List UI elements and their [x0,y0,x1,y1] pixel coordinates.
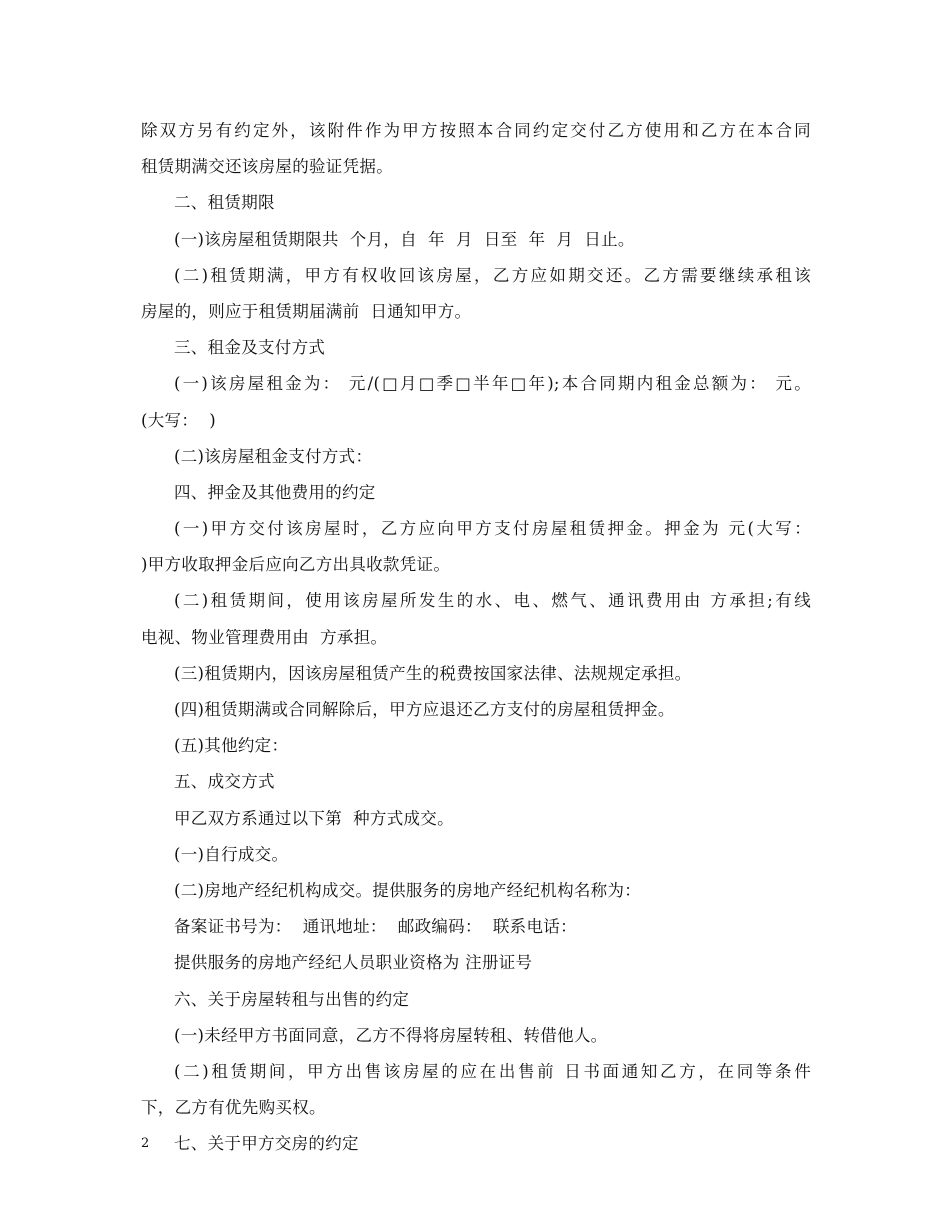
text-line: (五)其他约定： [174,736,289,756]
text-line: 甲乙双方系通过以下第 种方式成交。 [174,808,454,828]
text-line: 电视、物业管理费用由 方承担。 [141,627,388,647]
text-line: (四)租赁期满或合同解除后，甲方应退还乙方支付的房屋租赁押金。 [174,700,675,719]
text-line: (二)租赁期间，使用该房屋所发生的水、电、燃气、通讯费用由 方承担;有线 [174,591,811,611]
document-body [141,113,811,1162]
text-line: (一)未经甲方书面同意，乙方不得将房屋转租、转借他人。 [174,1025,608,1045]
page-number: 2 [141,1136,150,1151]
text-line: 租赁期满交还该房屋的验证凭据。 [141,157,393,177]
section-heading: 三、租金及支付方式 [174,338,326,358]
section-heading: 二、租赁期限 [174,193,275,213]
text-line: (二)该房屋租金支付方式： [174,446,373,466]
text-line: (大写： ) [141,410,216,430]
text-line: )甲方收取押金后应向乙方出具收款凭证。 [141,555,451,575]
text-line: 提供服务的房地产经纪人员职业资格为 注册证号 [174,953,533,973]
text-line: (一)自行成交。 [174,844,289,864]
text-line: 除双方另有约定外，该附件作为甲方按照本合同约定交付乙方使用和乙方在本合同 [141,121,811,140]
text-line: 房屋的，则应于租赁期届满前 日通知甲方。 [141,301,472,321]
section-heading: 六、关于房屋转租与出售的约定 [174,989,410,1009]
text-line: (一)甲方交付该房屋时，乙方应向甲方支付房屋租赁押金。押金为 元(大写： [174,519,811,539]
text-line: (一)该房屋租金为： 元/(□月□季□半年□年);本合同期内租金总额为： 元。 [174,374,811,394]
text-line: 下，乙方有优先购买权。 [141,1098,326,1118]
section-heading: 四、押金及其他费用的约定 [174,482,376,502]
section-heading: 五、成交方式 [174,772,275,792]
text-line: (三)租赁期内，因该房屋租赁产生的税费按国家法律、法规规定承担。 [174,663,692,683]
text-line: (二)房地产经纪机构成交。提供服务的房地产经纪机构名称为： [174,880,642,900]
text-line: 备案证书号为： 通讯地址： 邮政编码： 联系电话： [174,917,577,937]
text-line: (二)租赁期间，甲方出售该房屋的应在出售前 日书面通知乙方，在同等条件 [174,1061,811,1081]
section-heading: 七、关于甲方交房的约定 [174,1134,359,1154]
text-line: (一)该房屋租赁期限共 个月，自 年 月 日至 年 月 日止。 [174,229,635,249]
text-line: (二)租赁期满，甲方有权收回该房屋，乙方应如期交还。乙方需要继续承租该 [174,265,811,285]
